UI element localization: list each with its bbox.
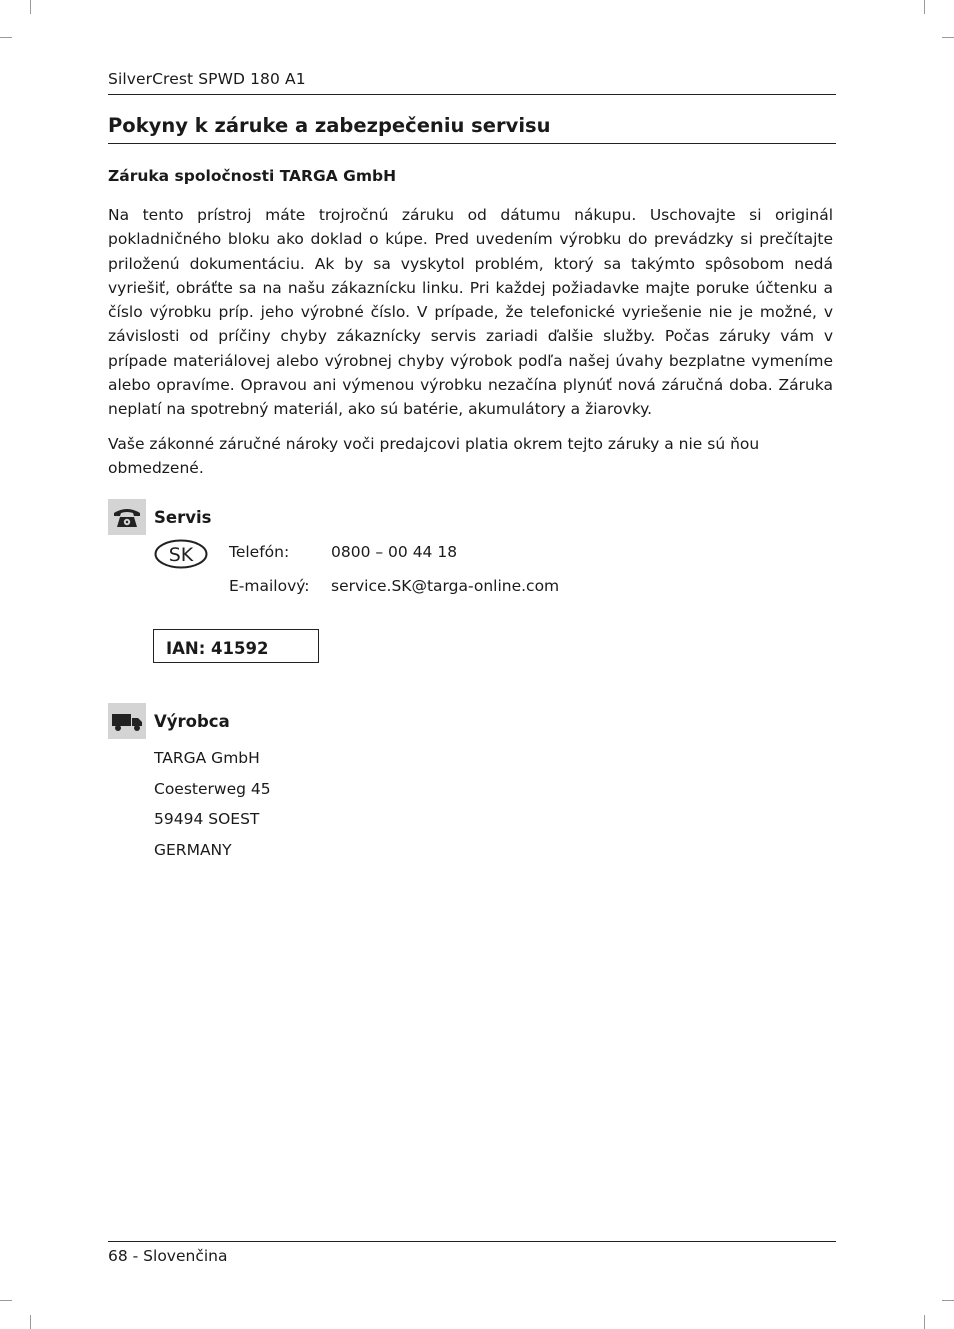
crop-mark [30, 0, 31, 14]
title-divider [108, 143, 836, 144]
country-code: SK [168, 544, 194, 566]
phone-number: 0800 – 00 44 18 [331, 543, 458, 561]
page-footer: 68 - Slovenčina [108, 1247, 228, 1265]
crop-mark [942, 37, 954, 38]
running-header: SilverCrest SPWD 180 A1 [108, 70, 306, 88]
address-line-country: GERMANY [154, 841, 232, 859]
warranty-subtitle: Záruka spoločnosti TARGA GmbH [108, 167, 397, 185]
address-line-city: 59494 SOEST [154, 810, 260, 828]
email-label: E-mailový: [229, 577, 310, 595]
crop-mark [924, 0, 925, 14]
telephone-icon [108, 499, 146, 535]
truck-icon [108, 703, 146, 739]
address-line-street: Coesterweg 45 [154, 780, 271, 798]
crop-mark [30, 1315, 31, 1329]
servis-heading: Servis [154, 508, 212, 527]
crop-mark [0, 1300, 12, 1301]
crop-mark [924, 1315, 925, 1329]
country-badge [154, 539, 208, 569]
address-line-company: TARGA GmbH [154, 749, 260, 767]
crop-mark [0, 37, 12, 38]
phone-label: Telefón: [229, 543, 290, 561]
ian-box [153, 629, 319, 663]
warranty-paragraph: Na tento prístroj máte trojročnú záruku od dátumu nákupu. Uschovajte si originál pokladničného bloku ako doklad o kúpe. Pred uvedením výrobku do prevádzky si prečítajte priloženú dokumentáciu. Ak by sa vyskytol problém, ktorý sa takýmto spôsobom nedá vyriešiť, obráťte sa na našu zákaznícku linku. Pri každej požiadavke majte poruke účtenku a číslo výrobku príp. jeho výrobné číslo. V prípade, že telefonické vyriešenie nie je možné, v závislosti od príčiny chyby zákaznícky servis zariadi ďalšie služby. Počas záruky vám v prípade materiálovej alebo výrobnej chyby výrobok podľa našej úvahy bezplatne vymeníme alebo opravíme. Opravou ani výmenou výrobku nezačína plynúť nová záručná doba. Záruka neplatí na spotrebný materiál, ako sú batérie, akumulátory a žiarovky. [108, 206, 833, 419]
header-divider [108, 94, 836, 95]
legal-rights-paragraph: Vaše zákonné záručné nároky voči predajcovi platia okrem tejto záruky a nie sú ňou obmedzené. [108, 435, 760, 478]
email-address: service.SK@targa-online.com [331, 577, 560, 595]
footer-divider [108, 1241, 836, 1242]
crop-mark [942, 1300, 954, 1301]
manufacturer-heading: Výrobca [154, 712, 230, 731]
page-title: Pokyny k záruke a zabezpečeniu servisu [108, 114, 551, 137]
ian-number: IAN: 41592 [166, 639, 269, 658]
